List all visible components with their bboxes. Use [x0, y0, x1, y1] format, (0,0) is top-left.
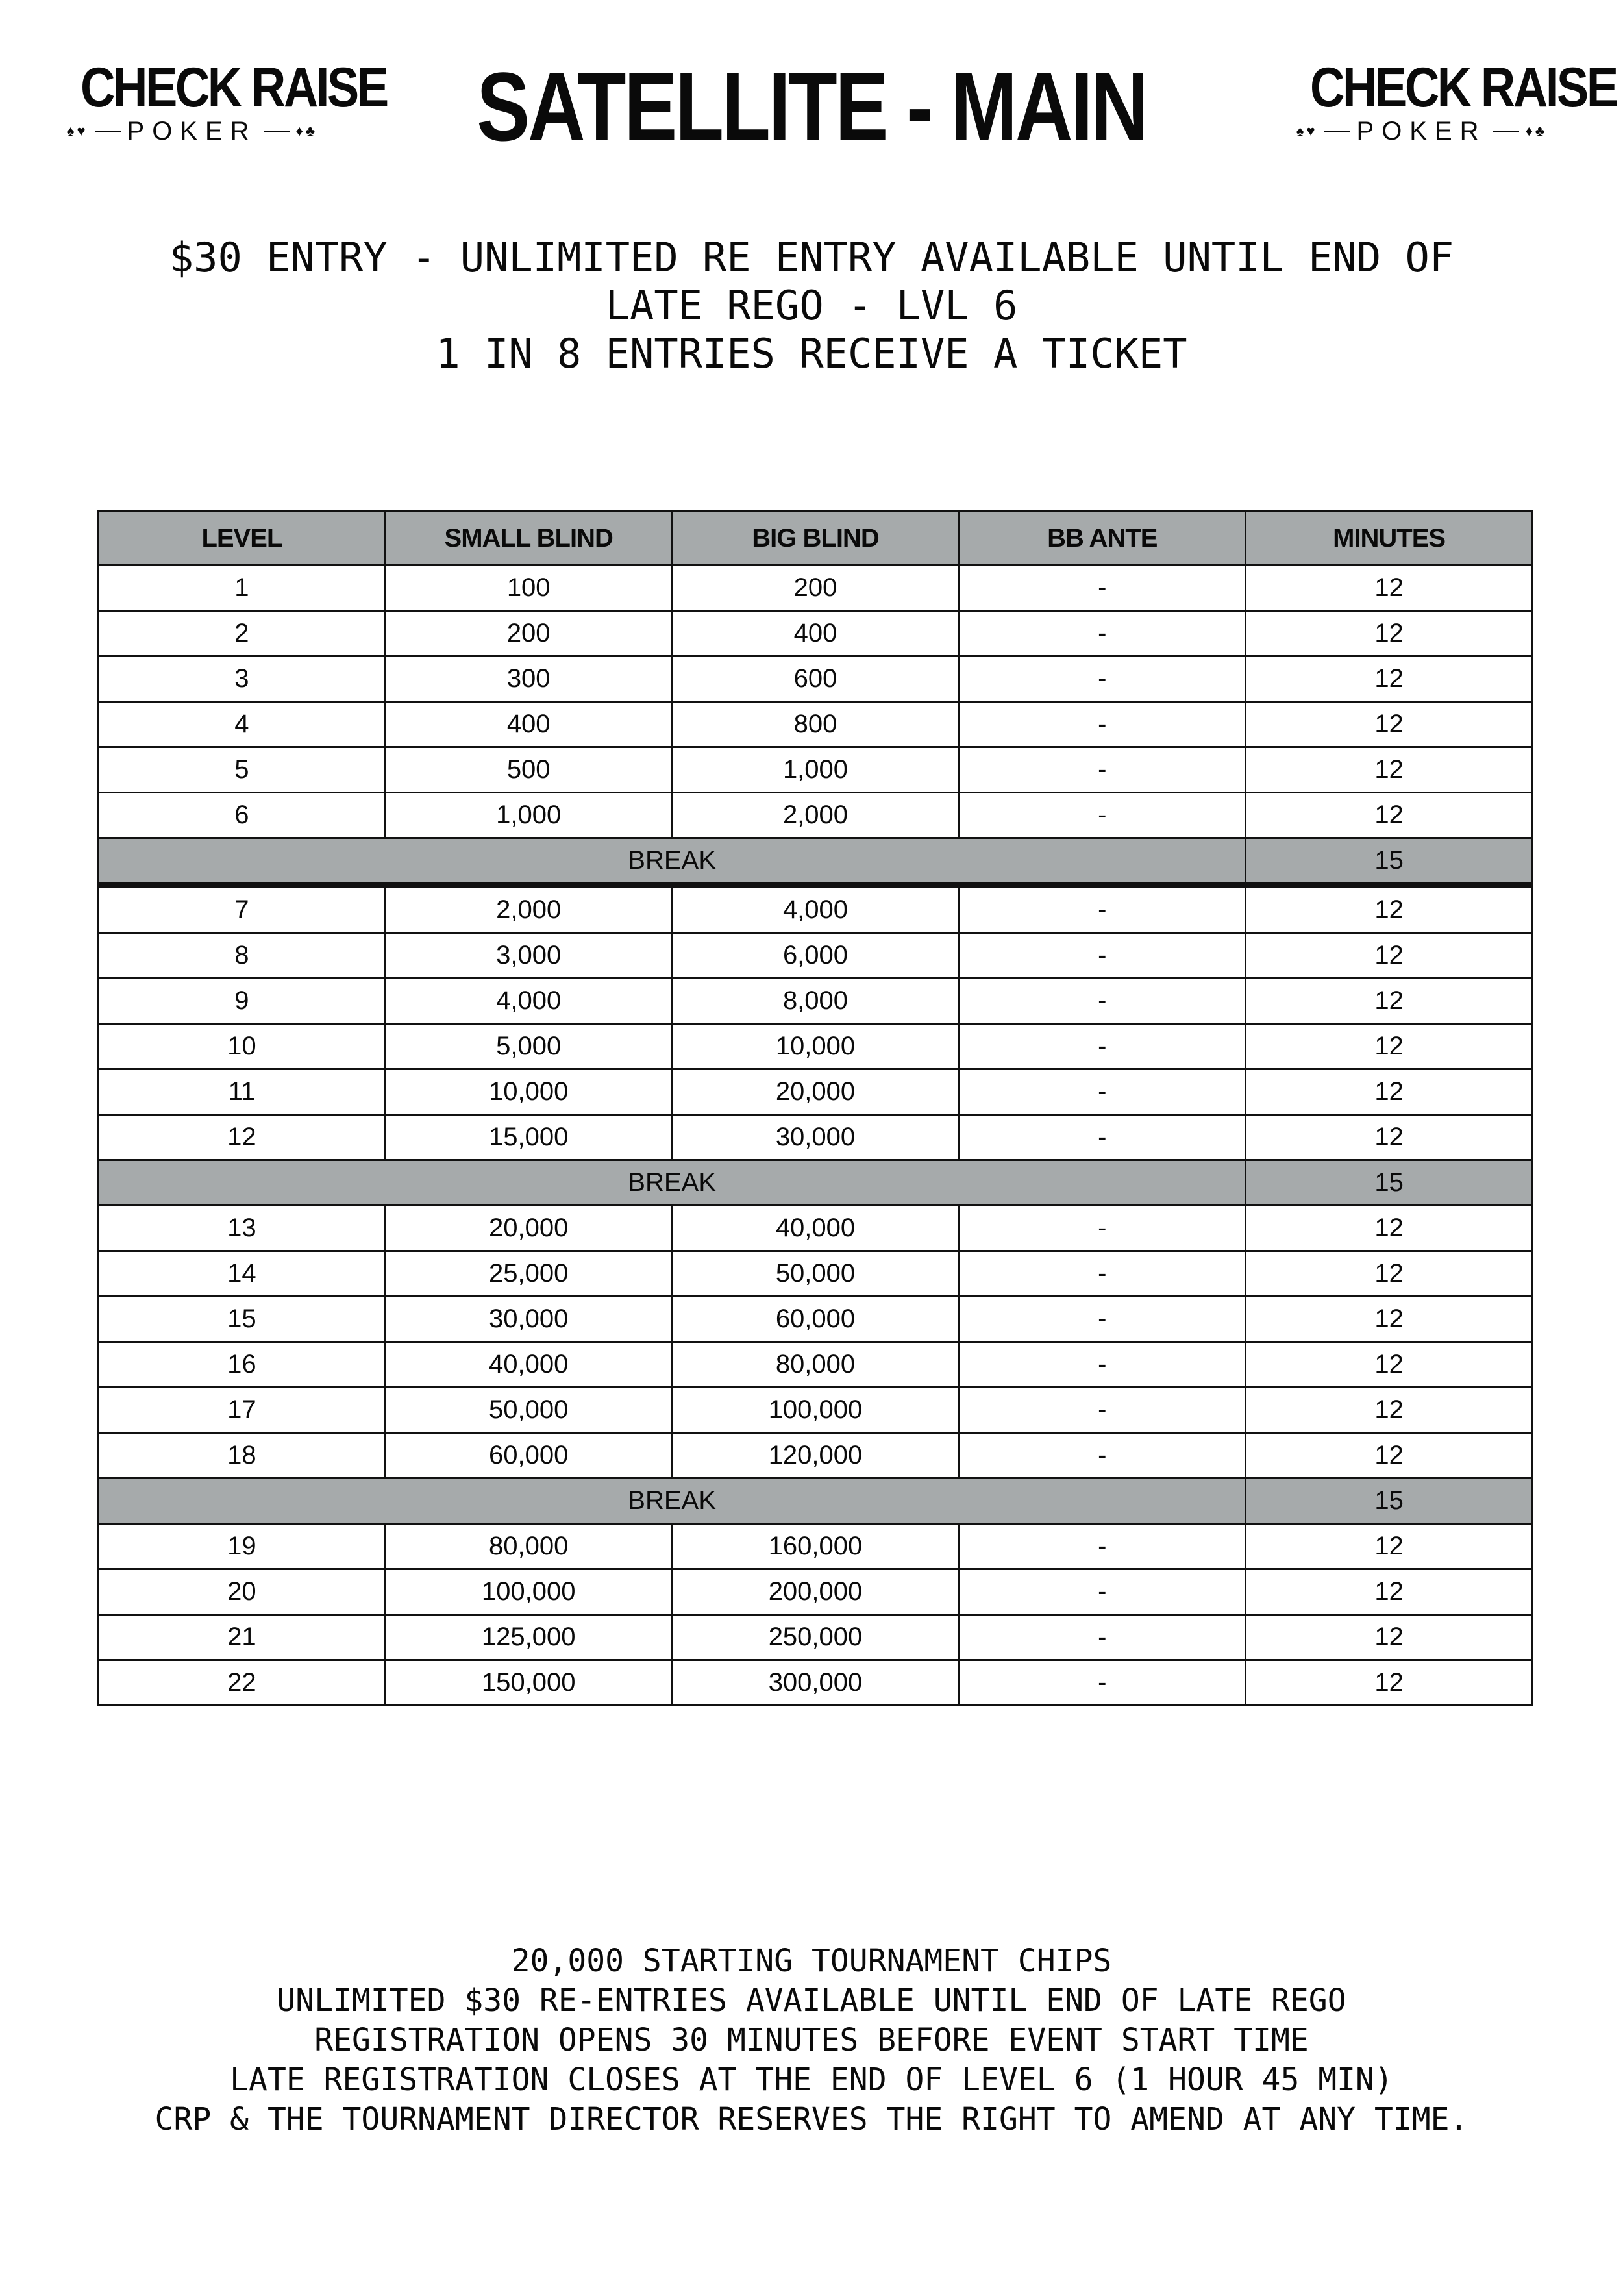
cell-minutes: 12 [1246, 1342, 1533, 1388]
cell-level: 12 [99, 1115, 386, 1160]
cell-bb-ante: - [959, 979, 1246, 1024]
table-row [99, 1115, 1533, 1160]
table-row [99, 886, 1533, 933]
cell-small-blind: 20,000 [385, 1206, 672, 1251]
cell-bb-ante: - [959, 1115, 1246, 1160]
cell-small-blind: 40,000 [385, 1342, 672, 1388]
cell-level: 7 [99, 886, 386, 933]
cell-minutes: 12 [1246, 702, 1533, 747]
header-level: LEVEL [99, 512, 386, 566]
break-label: BREAK [99, 1160, 1246, 1206]
cell-level: 3 [99, 656, 386, 702]
cell-bb-ante: - [959, 886, 1246, 933]
cell-level: 8 [99, 933, 386, 979]
cell-bb-ante: - [959, 1206, 1246, 1251]
cell-big-blind: 10,000 [672, 1024, 959, 1069]
cell-minutes: 12 [1246, 1115, 1533, 1160]
cell-big-blind: 400 [672, 611, 959, 656]
cell-level: 1 [99, 566, 386, 611]
logo-rule [1324, 131, 1350, 132]
cell-small-blind: 5,000 [385, 1024, 672, 1069]
cell-small-blind: 4,000 [385, 979, 672, 1024]
cell-level: 13 [99, 1206, 386, 1251]
cell-small-blind: 150,000 [385, 1660, 672, 1706]
cell-small-blind: 2,000 [385, 886, 672, 933]
header-minutes: MINUTES [1246, 512, 1533, 566]
cell-big-blind: 8,000 [672, 979, 959, 1024]
cell-bb-ante: - [959, 1524, 1246, 1569]
table-row [99, 1206, 1533, 1251]
cell-big-blind: 40,000 [672, 1206, 959, 1251]
cell-minutes: 12 [1246, 793, 1533, 838]
cell-small-blind: 25,000 [385, 1251, 672, 1297]
cell-minutes: 12 [1246, 1388, 1533, 1433]
cell-small-blind: 300 [385, 656, 672, 702]
cell-level: 14 [99, 1251, 386, 1297]
cell-small-blind: 30,000 [385, 1297, 672, 1342]
table-row [99, 747, 1533, 793]
cell-big-blind: 80,000 [672, 1342, 959, 1388]
cell-bb-ante: - [959, 611, 1246, 656]
table-row [99, 566, 1533, 611]
cell-big-blind: 300,000 [672, 1660, 959, 1706]
cell-bb-ante: - [959, 793, 1246, 838]
cell-small-blind: 1,000 [385, 793, 672, 838]
header-bb-ante: BB ANTE [959, 512, 1246, 566]
table-row [99, 1297, 1533, 1342]
entry-info [97, 234, 1526, 378]
cell-big-blind: 60,000 [672, 1297, 959, 1342]
cell-level: 9 [99, 979, 386, 1024]
cell-bb-ante: - [959, 1069, 1246, 1115]
cell-bb-ante: - [959, 1569, 1246, 1615]
table-row [99, 1388, 1533, 1433]
cell-level: 22 [99, 1660, 386, 1706]
cell-minutes: 12 [1246, 979, 1533, 1024]
break-minutes: 15 [1246, 838, 1533, 886]
cell-level: 10 [99, 1024, 386, 1069]
table-row [99, 793, 1533, 838]
cell-small-blind: 50,000 [385, 1388, 672, 1433]
cell-minutes: 12 [1246, 611, 1533, 656]
cell-level: 21 [99, 1615, 386, 1660]
header-big-blind: BIG BLIND [672, 512, 959, 566]
cell-minutes: 12 [1246, 886, 1533, 933]
table-row [99, 1615, 1533, 1660]
footer-line: UNLIMITED $30 RE-ENTRIES AVAILABLE UNTIL END OF LATE REGO [277, 1982, 1346, 2019]
cell-bb-ante: - [959, 1388, 1246, 1433]
cell-big-blind: 250,000 [672, 1615, 959, 1660]
suits-icon: ♦♣ [295, 123, 318, 139]
table-row [99, 1660, 1533, 1706]
cell-level: 11 [99, 1069, 386, 1115]
table-row [99, 611, 1533, 656]
table-row [99, 933, 1533, 979]
cell-small-blind: 400 [385, 702, 672, 747]
cell-level: 18 [99, 1433, 386, 1479]
logo-rule [95, 131, 121, 132]
suits-icon: ♦♣ [1525, 123, 1548, 139]
table-row [99, 979, 1533, 1024]
cell-level: 6 [99, 793, 386, 838]
cell-big-blind: 600 [672, 656, 959, 702]
cell-big-blind: 20,000 [672, 1069, 959, 1115]
header-small-blind: SMALL BLIND [385, 512, 672, 566]
cell-minutes: 12 [1246, 1251, 1533, 1297]
logo-sub-text: POKER [127, 117, 257, 145]
cell-small-blind: 100 [385, 566, 672, 611]
cell-level: 15 [99, 1297, 386, 1342]
logo-subline [1292, 118, 1552, 144]
cell-bb-ante: - [959, 1615, 1246, 1660]
table-row [99, 1342, 1533, 1388]
table-row [99, 1251, 1533, 1297]
page-title: SATELLITE - MAIN [477, 52, 1146, 161]
cell-minutes: 12 [1246, 566, 1533, 611]
cell-level: 2 [99, 611, 386, 656]
table-row [99, 1433, 1533, 1479]
cell-minutes: 12 [1246, 933, 1533, 979]
cell-minutes: 12 [1246, 1615, 1533, 1660]
cell-minutes: 12 [1246, 1297, 1533, 1342]
cell-level: 4 [99, 702, 386, 747]
table-body [99, 566, 1533, 1706]
footer-line: 20,000 STARTING TOURNAMENT CHIPS [511, 1943, 1112, 1979]
cell-bb-ante: - [959, 1660, 1246, 1706]
cell-small-blind: 125,000 [385, 1615, 672, 1660]
cell-minutes: 12 [1246, 1024, 1533, 1069]
cell-minutes: 12 [1246, 1660, 1533, 1706]
cell-bb-ante: - [959, 1433, 1246, 1479]
cell-small-blind: 80,000 [385, 1524, 672, 1569]
cell-small-blind: 60,000 [385, 1433, 672, 1479]
cell-bb-ante: - [959, 747, 1246, 793]
logo-wordmark: CHECK RAISE [81, 56, 387, 119]
cell-bb-ante: - [959, 1251, 1246, 1297]
cell-level: 20 [99, 1569, 386, 1615]
footer-line: CRP & THE TOURNAMENT DIRECTOR RESERVES THE RIGHT TO AMEND AT ANY TIME. [155, 2101, 1468, 2138]
cell-minutes: 12 [1246, 656, 1533, 702]
logo-right [1292, 56, 1617, 145]
cell-big-blind: 120,000 [672, 1433, 959, 1479]
break-label: BREAK [99, 838, 1246, 886]
entry-info-line: 1 IN 8 ENTRIES RECEIVE A TICKET [436, 330, 1187, 377]
table-row [99, 1524, 1533, 1569]
cell-minutes: 12 [1246, 1206, 1533, 1251]
table-row [99, 656, 1533, 702]
footer-line: LATE REGISTRATION CLOSES AT THE END OF LEVEL 6 (1 HOUR 45 MIN) [230, 2062, 1393, 2098]
break-minutes: 15 [1246, 1160, 1533, 1206]
cell-minutes: 12 [1246, 1569, 1533, 1615]
cell-small-blind: 3,000 [385, 933, 672, 979]
cell-bb-ante: - [959, 656, 1246, 702]
cell-minutes: 12 [1246, 1069, 1533, 1115]
footer-line: REGISTRATION OPENS 30 MINUTES BEFORE EVENT START TIME [314, 2022, 1309, 2058]
break-label: BREAK [99, 1479, 1246, 1524]
cell-bb-ante: - [959, 1342, 1246, 1388]
cell-small-blind: 15,000 [385, 1115, 672, 1160]
suits-icon: ♠♥ [66, 123, 88, 139]
cell-big-blind: 4,000 [672, 886, 959, 933]
suits-icon: ♠♥ [1296, 123, 1318, 139]
cell-big-blind: 30,000 [672, 1115, 959, 1160]
cell-big-blind: 100,000 [672, 1388, 959, 1433]
cell-big-blind: 6,000 [672, 933, 959, 979]
table-row [99, 1569, 1533, 1615]
cell-small-blind: 500 [385, 747, 672, 793]
entry-info-line: LATE REGO - LVL 6 [605, 282, 1018, 329]
cell-level: 19 [99, 1524, 386, 1569]
cell-bb-ante: - [959, 933, 1246, 979]
cell-bb-ante: - [959, 1024, 1246, 1069]
cell-minutes: 12 [1246, 1433, 1533, 1479]
cell-small-blind: 100,000 [385, 1569, 672, 1615]
blind-structure-table [97, 510, 1533, 1706]
cell-minutes: 12 [1246, 747, 1533, 793]
footer-notes [65, 1941, 1558, 2140]
cell-bb-ante: - [959, 702, 1246, 747]
cell-minutes: 12 [1246, 1524, 1533, 1569]
cell-small-blind: 10,000 [385, 1069, 672, 1115]
cell-bb-ante: - [959, 566, 1246, 611]
break-row [99, 1479, 1533, 1524]
cell-big-blind: 1,000 [672, 747, 959, 793]
cell-big-blind: 160,000 [672, 1524, 959, 1569]
cell-big-blind: 200 [672, 566, 959, 611]
cell-bb-ante: - [959, 1297, 1246, 1342]
break-minutes: 15 [1246, 1479, 1533, 1524]
break-row [99, 838, 1533, 886]
table-row [99, 1024, 1533, 1069]
cell-big-blind: 800 [672, 702, 959, 747]
table-row [99, 702, 1533, 747]
table-header-row [99, 512, 1533, 566]
cell-big-blind: 200,000 [672, 1569, 959, 1615]
logo-wordmark: CHECK RAISE [1310, 56, 1617, 119]
cell-level: 17 [99, 1388, 386, 1433]
cell-small-blind: 200 [385, 611, 672, 656]
cell-level: 16 [99, 1342, 386, 1388]
cell-big-blind: 50,000 [672, 1251, 959, 1297]
cell-big-blind: 2,000 [672, 793, 959, 838]
table-row [99, 1069, 1533, 1115]
entry-info-line: $30 ENTRY - UNLIMITED RE ENTRY AVAILABLE UNTIL END OF [169, 234, 1454, 281]
logo-sub-text: POKER [1356, 117, 1487, 145]
cell-level: 5 [99, 747, 386, 793]
break-row [99, 1160, 1533, 1206]
logo-rule [1493, 131, 1519, 132]
